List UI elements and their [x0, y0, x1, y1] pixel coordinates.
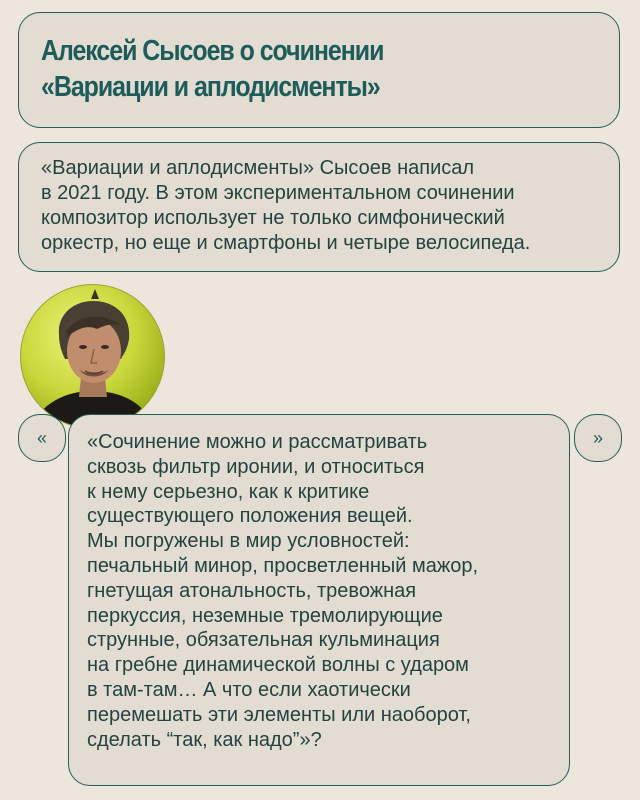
title-card: [18, 12, 620, 128]
previous-icon: «: [36, 427, 47, 448]
page-title-line-1: Алексей Сысоев о сочинении: [41, 35, 384, 67]
intro-card: [18, 142, 620, 272]
portrait-image: [21, 285, 164, 428]
intro-text: «Вариации и аплодисменты» Сысоев написал в 2021 году. В этом экспериментальном сочинении композитор использует не только симфонический оркестр, но еще и смартфоны и четыре велосипеда.: [41, 157, 531, 254]
page-title-line-2: «Вариации и аплодисменты»: [41, 71, 380, 103]
previous-button[interactable]: [18, 414, 66, 462]
quote-card: [68, 414, 570, 786]
next-icon: »: [592, 427, 603, 448]
avatar: [20, 284, 165, 429]
quote-text: «Сочинение можно и рассматривать сквозь фильтр иронии, и относиться к нему серьезно, как к критике существующего положения вещей. Мы погружены в мир условностей: печальный минор, просветленный мажор, гнетущая атональность, тревожная перкуссия, неземные тремолирующие струнные, обязательная кульминация на гребне динамической волны с ударом в там-там… А что если хаотически перемешать эти элементы или наоборот, сделать “так, как надо”»?: [87, 431, 479, 751]
next-button[interactable]: [574, 414, 622, 462]
